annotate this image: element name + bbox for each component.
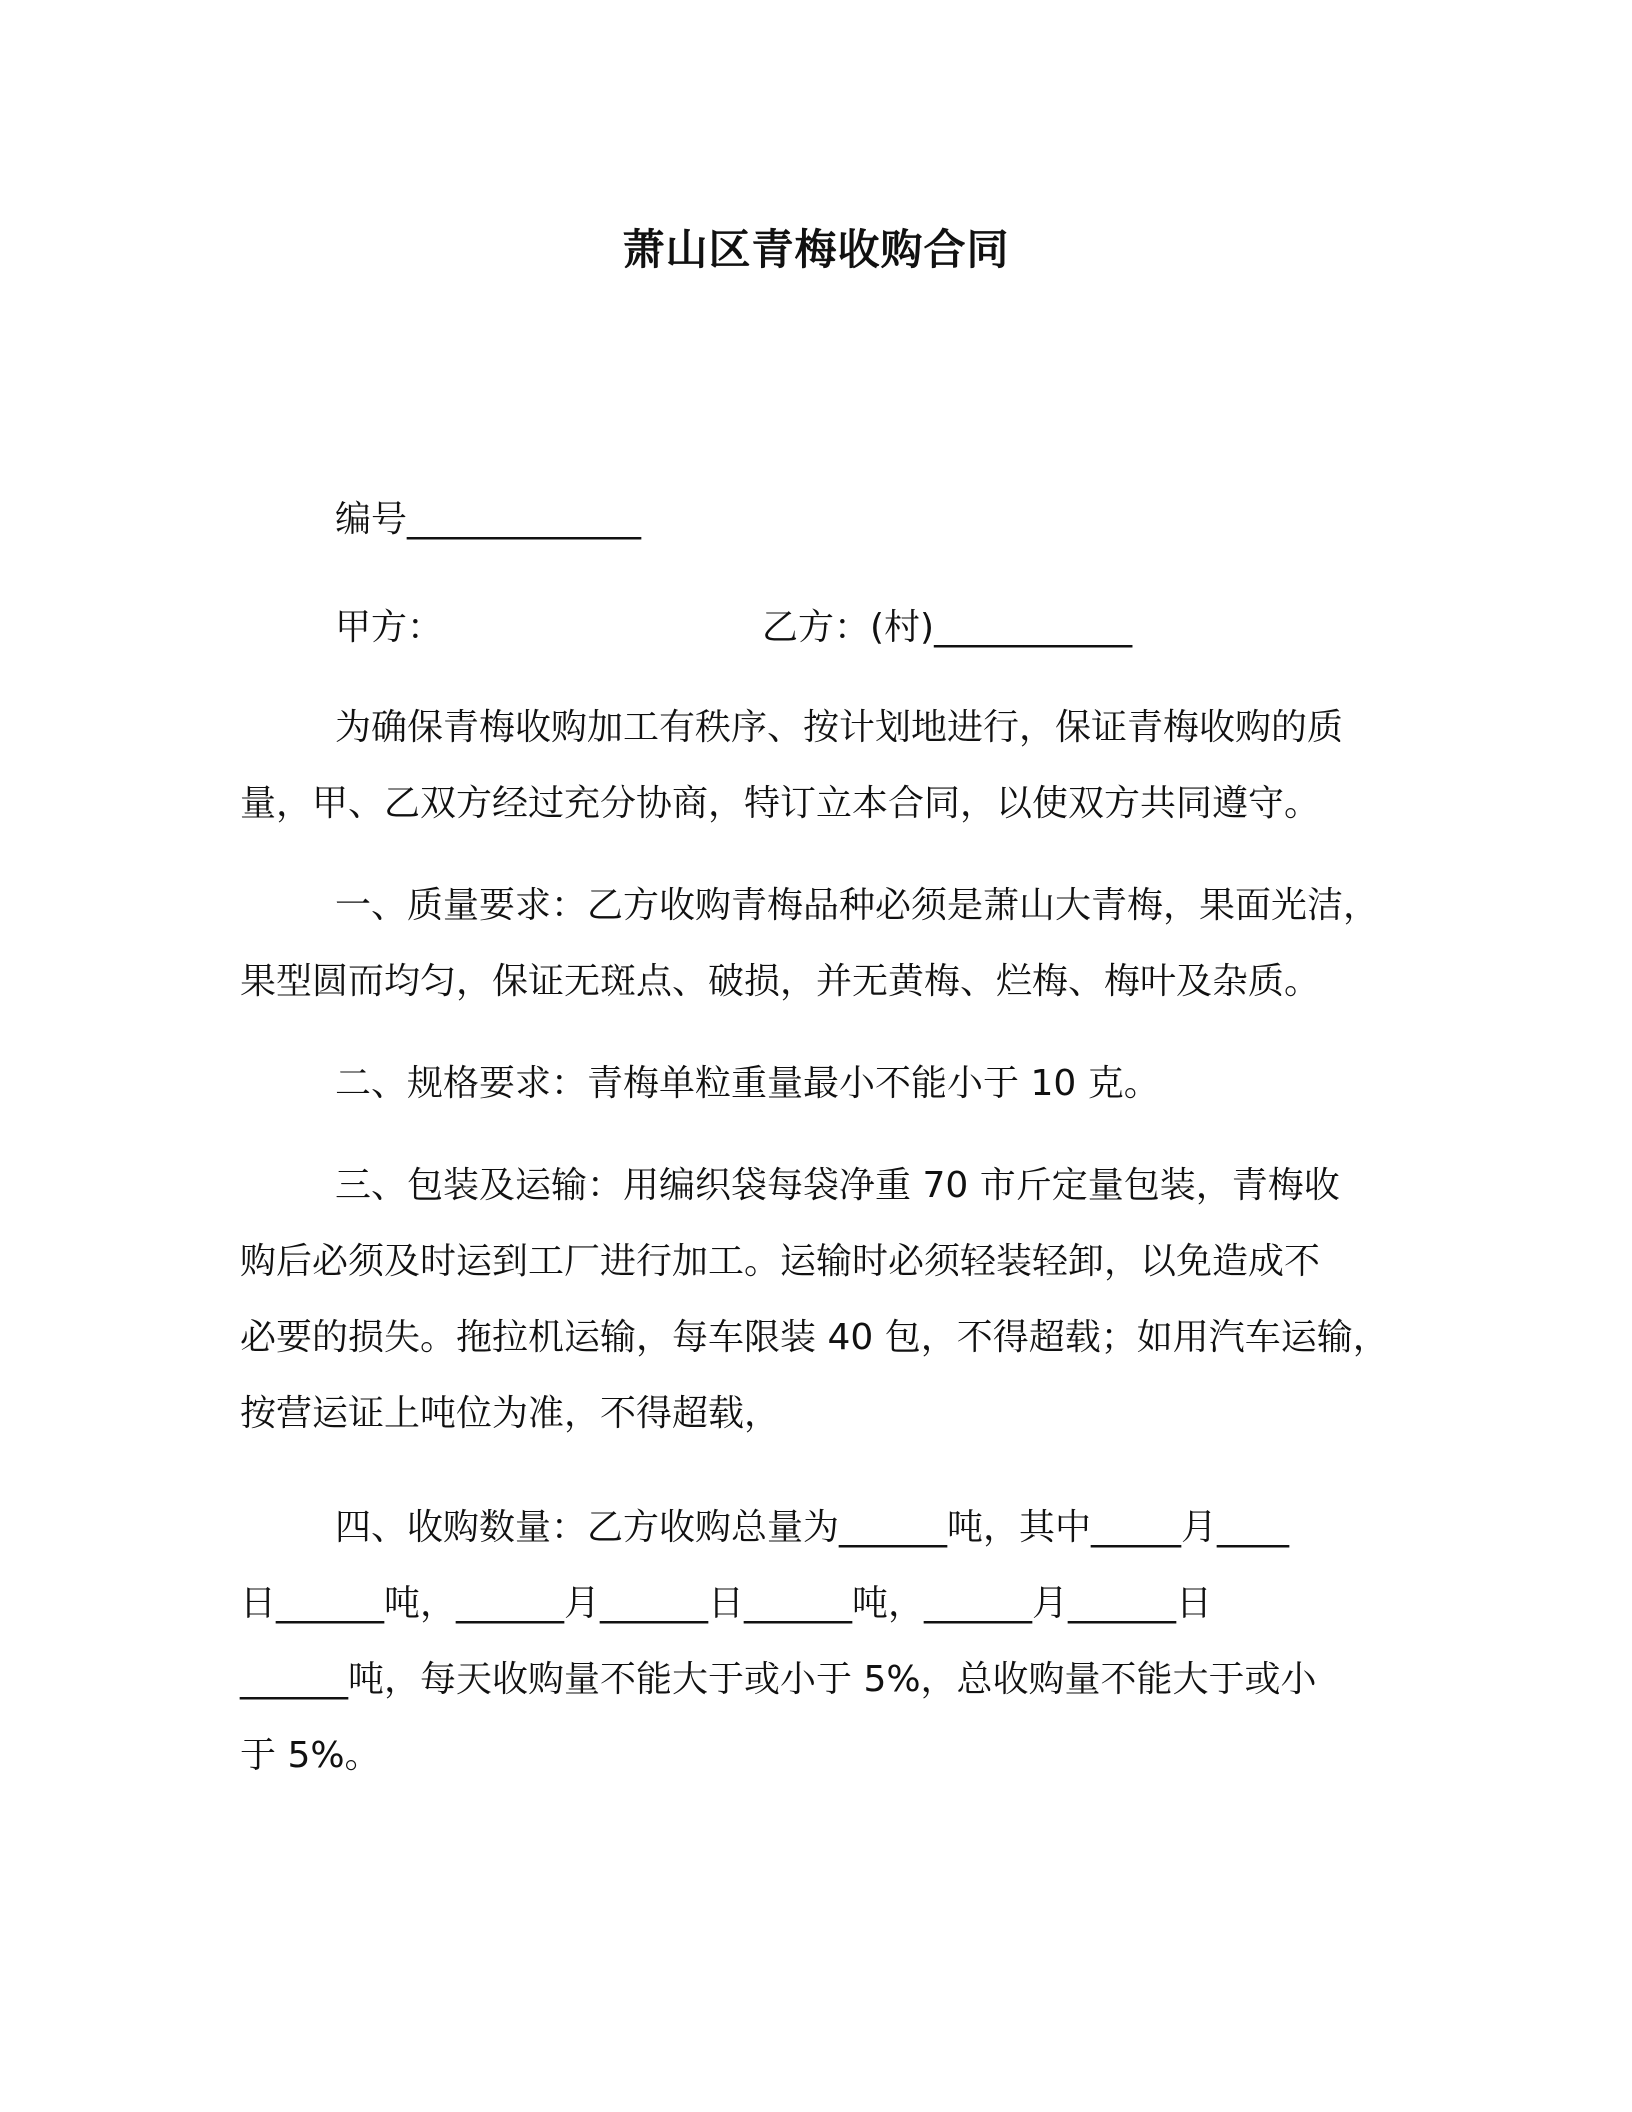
- clause1-line-1: 一、质量要求：乙方收购青梅品种必须是萧山大青梅，果面光洁，: [335, 885, 1380, 926]
- clause3-line-1: 三、包装及运输：用编织袋每袋净重 70 市斤定量包装，青梅收: [335, 1165, 1340, 1206]
- intro-line-1: 为确保青梅收购加工有秩序、按计划地进行，保证青梅收购的质: [335, 707, 1344, 748]
- clause4-line-4: 于 5%。: [240, 1735, 381, 1776]
- clause2-line-1: 二、规格要求：青梅单粒重量最小不能小于 10 克。: [335, 1063, 1160, 1104]
- clause1-line-2: 果型圆而均匀，保证无斑点、破损，并无黄梅、烂梅、梅叶及杂质。: [240, 961, 1321, 1002]
- clause4-line-2: 日______吨，______月______日______吨，______月______日: [240, 1583, 1212, 1624]
- clause4-line-3: ______吨，每天收购量不能大于或小于 5%，总收购量不能大于或小: [240, 1659, 1317, 1700]
- clause4-line-1: 四、收购数量：乙方收购总量为______吨，其中_____月____: [335, 1507, 1290, 1548]
- clause3-line-3: 必要的损失。拖拉机运输，每车限装 40 包，不得超载；如用汽车运输，: [240, 1317, 1389, 1358]
- intro-line-2: 量，甲、乙双方经过充分协商，特订立本合同，以使双方共同遵守。: [240, 783, 1321, 824]
- clause3-line-4: 按营运证上吨位为准，不得超载，: [240, 1393, 781, 1434]
- serial-number-line: 编号_____________: [335, 499, 642, 540]
- clause3-line-2: 购后必须及时运到工厂进行加工。运输时必须轻装轻卸，以免造成不: [240, 1241, 1321, 1282]
- document-title: 萧山区青梅收购合同: [622, 225, 1010, 274]
- party-b-label: 乙方：(村)___________: [762, 607, 1133, 648]
- party-a-label: 甲方：: [335, 607, 444, 648]
